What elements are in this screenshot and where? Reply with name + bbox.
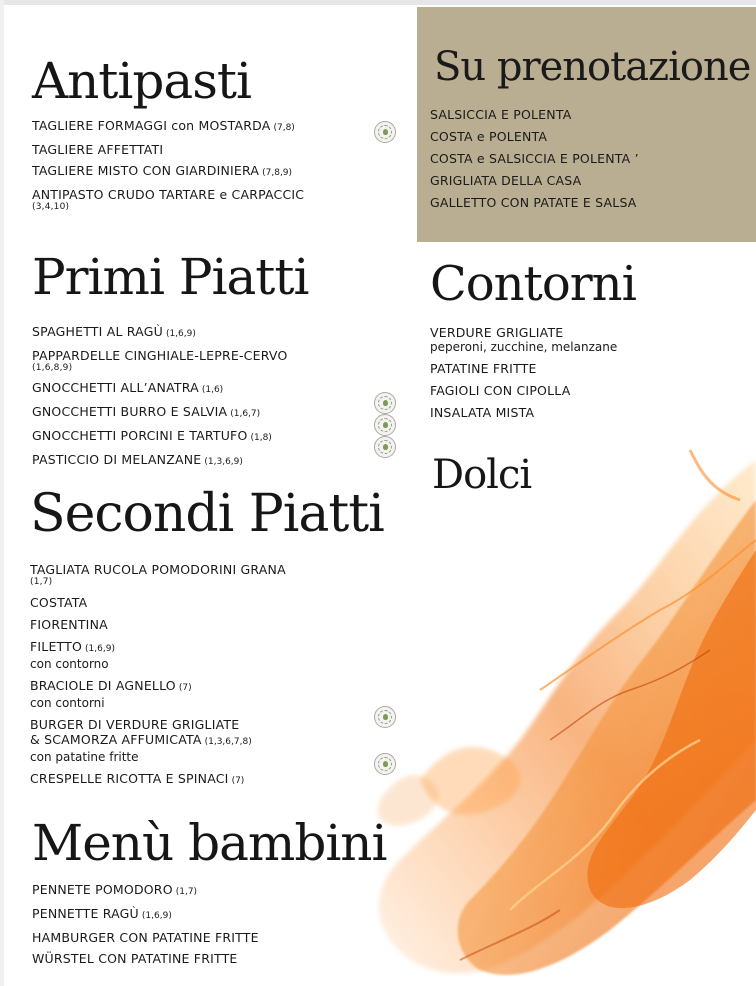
list-item (30, 771, 410, 789)
secondi-piatti-list (30, 562, 410, 789)
su-prenotazione-section (417, 7, 756, 242)
item-name: PENNETTE RAGÙ (32, 906, 139, 921)
allergen-codes: (3,4,10) (32, 202, 70, 212)
item-name: GNOCCHETTI PORCINI E TARTUFO (32, 428, 248, 443)
list-item (32, 906, 412, 924)
item-name: WÜRSTEL CON PATATINE FRITTE (32, 951, 238, 966)
allergen-codes: (1,8) (250, 433, 272, 443)
allergen-codes: (7,8) (273, 123, 295, 133)
certification-badge-icon (374, 121, 396, 143)
list-item (32, 380, 412, 398)
item-name: FILETTO (30, 639, 83, 654)
allergen-codes: (1,6,7) (230, 409, 261, 419)
list-item (30, 717, 410, 764)
item-name: TAGLIERE MISTO CON GIARDINIERA (32, 163, 260, 178)
menu-bambini-section (32, 814, 412, 972)
left-border (0, 0, 4, 986)
antipasti-list (32, 118, 412, 213)
item-name: COSTATA (30, 595, 88, 610)
item-name: ANTIPASTO CRUDO TARTARE e CARPACCIC (32, 187, 305, 202)
allergen-codes: (7) (231, 776, 245, 786)
item-note: con contorno (30, 657, 109, 671)
list-item (430, 361, 750, 376)
primi-piatti-section (32, 248, 412, 476)
contorni-section (430, 256, 750, 427)
secondi-piatti-section (30, 484, 410, 796)
menu-bambini-title: Menù bambini (32, 814, 387, 872)
list-item (30, 639, 410, 671)
list-item (32, 163, 412, 181)
item-name: GNOCCHETTI BURRO E SALVIA (32, 404, 228, 419)
list-item (32, 951, 412, 966)
item-name: PAPPARDELLE CINGHIALE-LEPRE-CERVO (32, 348, 288, 363)
list-item: GRIGLIATA DELLA CASA (430, 173, 582, 188)
item-name: PATATINE FRITTE (430, 361, 537, 376)
item-note: con contorni (30, 696, 105, 710)
item-name: INSALATA MISTA (430, 405, 535, 420)
list-item: COSTA e SALSICCIA E POLENTA ’ (430, 151, 639, 166)
list-item (430, 405, 750, 420)
su-prenotazione-title: Su prenotazione (434, 44, 751, 90)
item-name: BRACIOLE DI AGNELLO (30, 678, 176, 693)
certification-badge-icon (374, 436, 396, 458)
item-name: PASTICCIO DI MELANZANE (32, 452, 202, 467)
list-item: COSTA e POLENTA (430, 129, 548, 144)
primi-piatti-title: Primi Piatti (32, 248, 309, 306)
allergen-codes: (1,7) (30, 577, 53, 587)
list-item (32, 324, 412, 342)
list-item (32, 187, 412, 213)
list-item (30, 595, 410, 610)
item-name: HAMBURGER CON PATATINE FRITTE (32, 930, 259, 945)
certification-badge-icon (374, 392, 396, 414)
dolci-section (432, 452, 532, 498)
list-item (30, 562, 410, 588)
item-note: con patatine fritte (30, 750, 139, 764)
allergen-codes: (1,6) (201, 385, 224, 395)
list-item (32, 428, 412, 446)
item-name: TAGLIATA RUCOLA POMODORINI GRANA (30, 562, 286, 577)
allergen-codes: (7) (178, 683, 192, 693)
antipasti-section (32, 52, 412, 219)
item-name: FIORENTINA (30, 617, 108, 632)
contorni-title: Contorni (430, 256, 636, 312)
certification-badge-icon (374, 753, 396, 775)
allergen-codes: (1,6,9) (141, 911, 172, 921)
allergen-codes: (1,6,9) (165, 329, 196, 339)
top-border (0, 0, 756, 5)
list-item: GALLETTO CON PATATE E SALSA (430, 195, 637, 210)
menu-bambini-list (32, 882, 412, 966)
certification-badge-icon (374, 414, 396, 436)
item-name: FAGIOLI CON CIPOLLA (430, 383, 571, 398)
list-item (32, 404, 412, 422)
primi-piatti-list (32, 324, 412, 470)
flame-smoke-image (360, 440, 756, 986)
list-item (32, 930, 412, 945)
allergen-codes: (1,6,9) (85, 644, 115, 654)
allergen-codes: (1,7) (175, 887, 198, 897)
item-name: SPAGHETTI AL RAGÙ (32, 324, 163, 339)
allergen-codes: (7,8,9) (262, 168, 293, 178)
item-name: VERDURE GRIGLIATE (430, 325, 564, 340)
item-name: GNOCCHETTI ALL’ANATRA (32, 380, 199, 395)
allergen-codes: (1,3,6,7,8) (204, 737, 252, 747)
list-item (32, 348, 412, 374)
list-item (32, 142, 412, 157)
list-item (32, 882, 412, 900)
certification-badge-icon (374, 706, 396, 728)
item-name: TAGLIERE FORMAGGI con MOSTARDA (32, 118, 271, 133)
list-item (32, 118, 412, 136)
item-name-line2: & SCAMORZA AFFUMICATA (30, 732, 202, 747)
list-item (430, 325, 750, 354)
dolci-title: Dolci (432, 452, 532, 498)
antipasti-title: Antipasti (32, 52, 251, 110)
item-name: TAGLIERE AFFETTATI (32, 142, 164, 157)
list-item (430, 383, 750, 398)
list-item (30, 678, 410, 710)
su-prenotazione-list (430, 107, 756, 210)
list-item: SALSICCIA E POLENTA (430, 107, 572, 122)
list-item (30, 617, 410, 632)
contorni-list (430, 325, 750, 420)
item-note: peperoni, zucchine, melanzane (430, 340, 618, 354)
list-item (32, 452, 412, 470)
item-name: BURGER DI VERDURE GRIGLIATE (30, 717, 240, 732)
allergen-codes: (1,3,6,9) (204, 457, 243, 467)
secondi-piatti-title: Secondi Piatti (30, 484, 384, 544)
item-name: PENNETE POMODORO (32, 882, 173, 897)
item-name: CRESPELLE RICOTTA E SPINACI (30, 771, 229, 786)
allergen-codes: (1,6,8,9) (32, 363, 73, 373)
